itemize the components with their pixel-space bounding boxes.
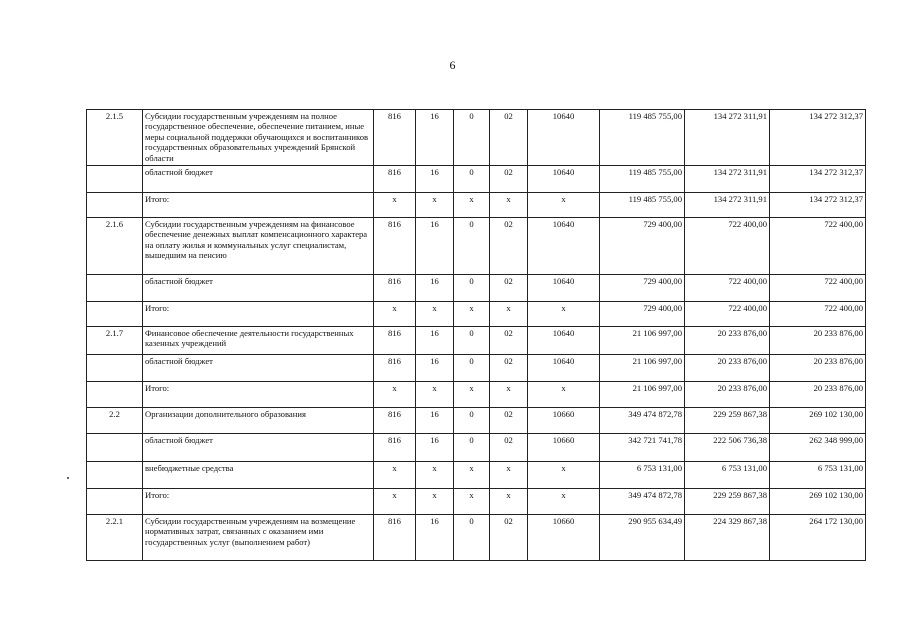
- code-cell: 16: [416, 327, 454, 355]
- code-cell: 0: [454, 408, 490, 434]
- amount-cell: 134 272 311,91: [685, 166, 770, 193]
- code-cell: х: [374, 489, 416, 515]
- code-cell: х: [528, 193, 600, 218]
- code-cell: 0: [454, 327, 490, 355]
- code-cell: 16: [416, 110, 454, 166]
- amount-cell: 224 329 867,38: [685, 515, 770, 561]
- amount-cell: 6 753 131,00: [685, 462, 770, 489]
- row-number-cell: [87, 462, 143, 489]
- table-row: [87, 193, 866, 218]
- amount-cell: 222 506 736,38: [685, 434, 770, 462]
- row-name-cell: Итого:: [143, 489, 374, 515]
- row-name-cell: Субсидии государственным учреждениям на полное государственное обеспечение, обеспечение питанием, иные меры социальной поддержки обучающихся и воспитанников государственных образовательных учреждений Брянской области: [143, 110, 374, 166]
- table-row: [87, 408, 866, 434]
- table-row: [87, 302, 866, 327]
- code-cell: 816: [374, 166, 416, 193]
- code-cell: х: [454, 302, 490, 327]
- code-cell: 816: [374, 275, 416, 302]
- code-cell: х: [374, 382, 416, 408]
- table-row: [87, 327, 866, 355]
- page-number: 6: [449, 58, 456, 72]
- code-cell: 16: [416, 166, 454, 193]
- row-number-cell: 2.2: [87, 408, 143, 434]
- row-number-cell: 2.2.1: [87, 515, 143, 561]
- code-cell: х: [528, 462, 600, 489]
- table-row: [87, 110, 866, 166]
- amount-cell: 134 272 312,37: [770, 193, 866, 218]
- amount-cell: 20 233 876,00: [685, 382, 770, 408]
- code-cell: х: [454, 462, 490, 489]
- table-row: [87, 434, 866, 462]
- code-cell: 02: [490, 166, 528, 193]
- code-cell: х: [454, 193, 490, 218]
- code-cell: 816: [374, 408, 416, 434]
- amount-cell: 349 474 872,78: [600, 489, 685, 515]
- code-cell: х: [374, 462, 416, 489]
- code-cell: 10660: [528, 434, 600, 462]
- code-cell: 0: [454, 434, 490, 462]
- code-cell: х: [416, 382, 454, 408]
- code-cell: 02: [490, 515, 528, 561]
- code-cell: х: [528, 382, 600, 408]
- row-number-cell: 2.1.5: [87, 110, 143, 166]
- code-cell: 02: [490, 355, 528, 382]
- code-cell: 16: [416, 275, 454, 302]
- row-number-cell: [87, 355, 143, 382]
- amount-cell: 21 106 997,00: [600, 355, 685, 382]
- row-name-cell: Финансовое обеспечение деятельности государственных казенных учреждений: [143, 327, 374, 355]
- code-cell: х: [490, 193, 528, 218]
- code-cell: 02: [490, 434, 528, 462]
- row-number-cell: [87, 382, 143, 408]
- amount-cell: 20 233 876,00: [770, 327, 866, 355]
- row-name-cell: Субсидии государственным учреждениям на возмещение нормативных затрат, связанных с оказанием ими государственных услуг (выполнением работ): [143, 515, 374, 561]
- amount-cell: 20 233 876,00: [770, 382, 866, 408]
- row-name-cell: внебюджетные средства: [143, 462, 374, 489]
- amount-cell: 262 348 999,00: [770, 434, 866, 462]
- row-number-cell: [87, 302, 143, 327]
- code-cell: 0: [454, 275, 490, 302]
- code-cell: 16: [416, 218, 454, 275]
- row-name-cell: Организации дополнительного образования: [143, 408, 374, 434]
- code-cell: х: [416, 193, 454, 218]
- code-cell: 816: [374, 434, 416, 462]
- row-number-cell: [87, 275, 143, 302]
- row-number-cell: [87, 193, 143, 218]
- amount-cell: 722 400,00: [685, 275, 770, 302]
- amount-cell: 119 485 755,00: [600, 166, 685, 193]
- code-cell: 0: [454, 355, 490, 382]
- budget-table: [86, 109, 866, 561]
- code-cell: 816: [374, 218, 416, 275]
- code-cell: х: [490, 489, 528, 515]
- amount-cell: 722 400,00: [685, 302, 770, 327]
- code-cell: 816: [374, 355, 416, 382]
- row-name-cell: Итого:: [143, 302, 374, 327]
- row-number-cell: [87, 489, 143, 515]
- code-cell: 16: [416, 434, 454, 462]
- amount-cell: 729 400,00: [600, 218, 685, 275]
- table-row: [87, 462, 866, 489]
- code-cell: 10640: [528, 275, 600, 302]
- row-name-cell: областной бюджет: [143, 355, 374, 382]
- code-cell: 10640: [528, 110, 600, 166]
- amount-cell: 269 102 130,00: [770, 408, 866, 434]
- amount-cell: 134 272 312,37: [770, 166, 866, 193]
- amount-cell: 119 485 755,00: [600, 193, 685, 218]
- amount-cell: 722 400,00: [770, 275, 866, 302]
- code-cell: 10660: [528, 408, 600, 434]
- scan-speck: [67, 477, 69, 479]
- code-cell: х: [454, 489, 490, 515]
- table-row: [87, 166, 866, 193]
- row-number-cell: 2.1.6: [87, 218, 143, 275]
- table-row: [87, 355, 866, 382]
- amount-cell: 20 233 876,00: [685, 355, 770, 382]
- row-name-cell: Субсидии государственным учреждениям на финансовое обеспечение денежных выплат компенсационного характера на оплату жилья и коммунальных услуг специалистам, вышедшим на пенсию: [143, 218, 374, 275]
- code-cell: 16: [416, 515, 454, 561]
- row-name-cell: областной бюджет: [143, 434, 374, 462]
- amount-cell: 264 172 130,00: [770, 515, 866, 561]
- amount-cell: 729 400,00: [600, 302, 685, 327]
- table-row: [87, 382, 866, 408]
- amount-cell: 229 259 867,38: [685, 489, 770, 515]
- amount-cell: 134 272 311,91: [685, 110, 770, 166]
- table-row: [87, 489, 866, 515]
- row-name-cell: Итого:: [143, 193, 374, 218]
- amount-cell: 722 400,00: [770, 302, 866, 327]
- code-cell: х: [374, 302, 416, 327]
- code-cell: х: [528, 302, 600, 327]
- code-cell: 10660: [528, 515, 600, 561]
- amount-cell: 20 233 876,00: [685, 327, 770, 355]
- row-name-cell: областной бюджет: [143, 275, 374, 302]
- code-cell: 02: [490, 327, 528, 355]
- code-cell: х: [490, 382, 528, 408]
- code-cell: 16: [416, 355, 454, 382]
- amount-cell: 20 233 876,00: [770, 355, 866, 382]
- code-cell: х: [374, 193, 416, 218]
- code-cell: 0: [454, 166, 490, 193]
- code-cell: 02: [490, 408, 528, 434]
- code-cell: 10640: [528, 218, 600, 275]
- row-name-cell: Итого:: [143, 382, 374, 408]
- table-row: [87, 515, 866, 561]
- amount-cell: 6 753 131,00: [600, 462, 685, 489]
- code-cell: 02: [490, 110, 528, 166]
- code-cell: 816: [374, 515, 416, 561]
- code-cell: х: [528, 489, 600, 515]
- amount-cell: 134 272 311,91: [685, 193, 770, 218]
- amount-cell: 290 955 634,49: [600, 515, 685, 561]
- amount-cell: 21 106 997,00: [600, 382, 685, 408]
- code-cell: 02: [490, 275, 528, 302]
- amount-cell: 729 400,00: [600, 275, 685, 302]
- row-number-cell: [87, 434, 143, 462]
- amount-cell: 134 272 312,37: [770, 110, 866, 166]
- code-cell: 02: [490, 218, 528, 275]
- code-cell: 10640: [528, 166, 600, 193]
- code-cell: 0: [454, 110, 490, 166]
- amount-cell: 722 400,00: [685, 218, 770, 275]
- table-body: [87, 110, 866, 561]
- code-cell: 0: [454, 515, 490, 561]
- code-cell: 10640: [528, 355, 600, 382]
- amount-cell: 349 474 872,78: [600, 408, 685, 434]
- code-cell: 10640: [528, 327, 600, 355]
- amount-cell: 21 106 997,00: [600, 327, 685, 355]
- row-name-cell: областной бюджет: [143, 166, 374, 193]
- code-cell: 16: [416, 408, 454, 434]
- code-cell: х: [416, 462, 454, 489]
- code-cell: 0: [454, 218, 490, 275]
- amount-cell: 229 259 867,38: [685, 408, 770, 434]
- row-number-cell: 2.1.7: [87, 327, 143, 355]
- amount-cell: 269 102 130,00: [770, 489, 866, 515]
- code-cell: х: [416, 489, 454, 515]
- table-row: [87, 275, 866, 302]
- code-cell: х: [490, 302, 528, 327]
- code-cell: х: [416, 302, 454, 327]
- code-cell: 816: [374, 110, 416, 166]
- amount-cell: 6 753 131,00: [770, 462, 866, 489]
- amount-cell: 722 400,00: [770, 218, 866, 275]
- code-cell: 816: [374, 327, 416, 355]
- amount-cell: 342 721 741,78: [600, 434, 685, 462]
- amount-cell: 119 485 755,00: [600, 110, 685, 166]
- code-cell: х: [490, 462, 528, 489]
- row-number-cell: [87, 166, 143, 193]
- table-row: [87, 218, 866, 275]
- code-cell: х: [454, 382, 490, 408]
